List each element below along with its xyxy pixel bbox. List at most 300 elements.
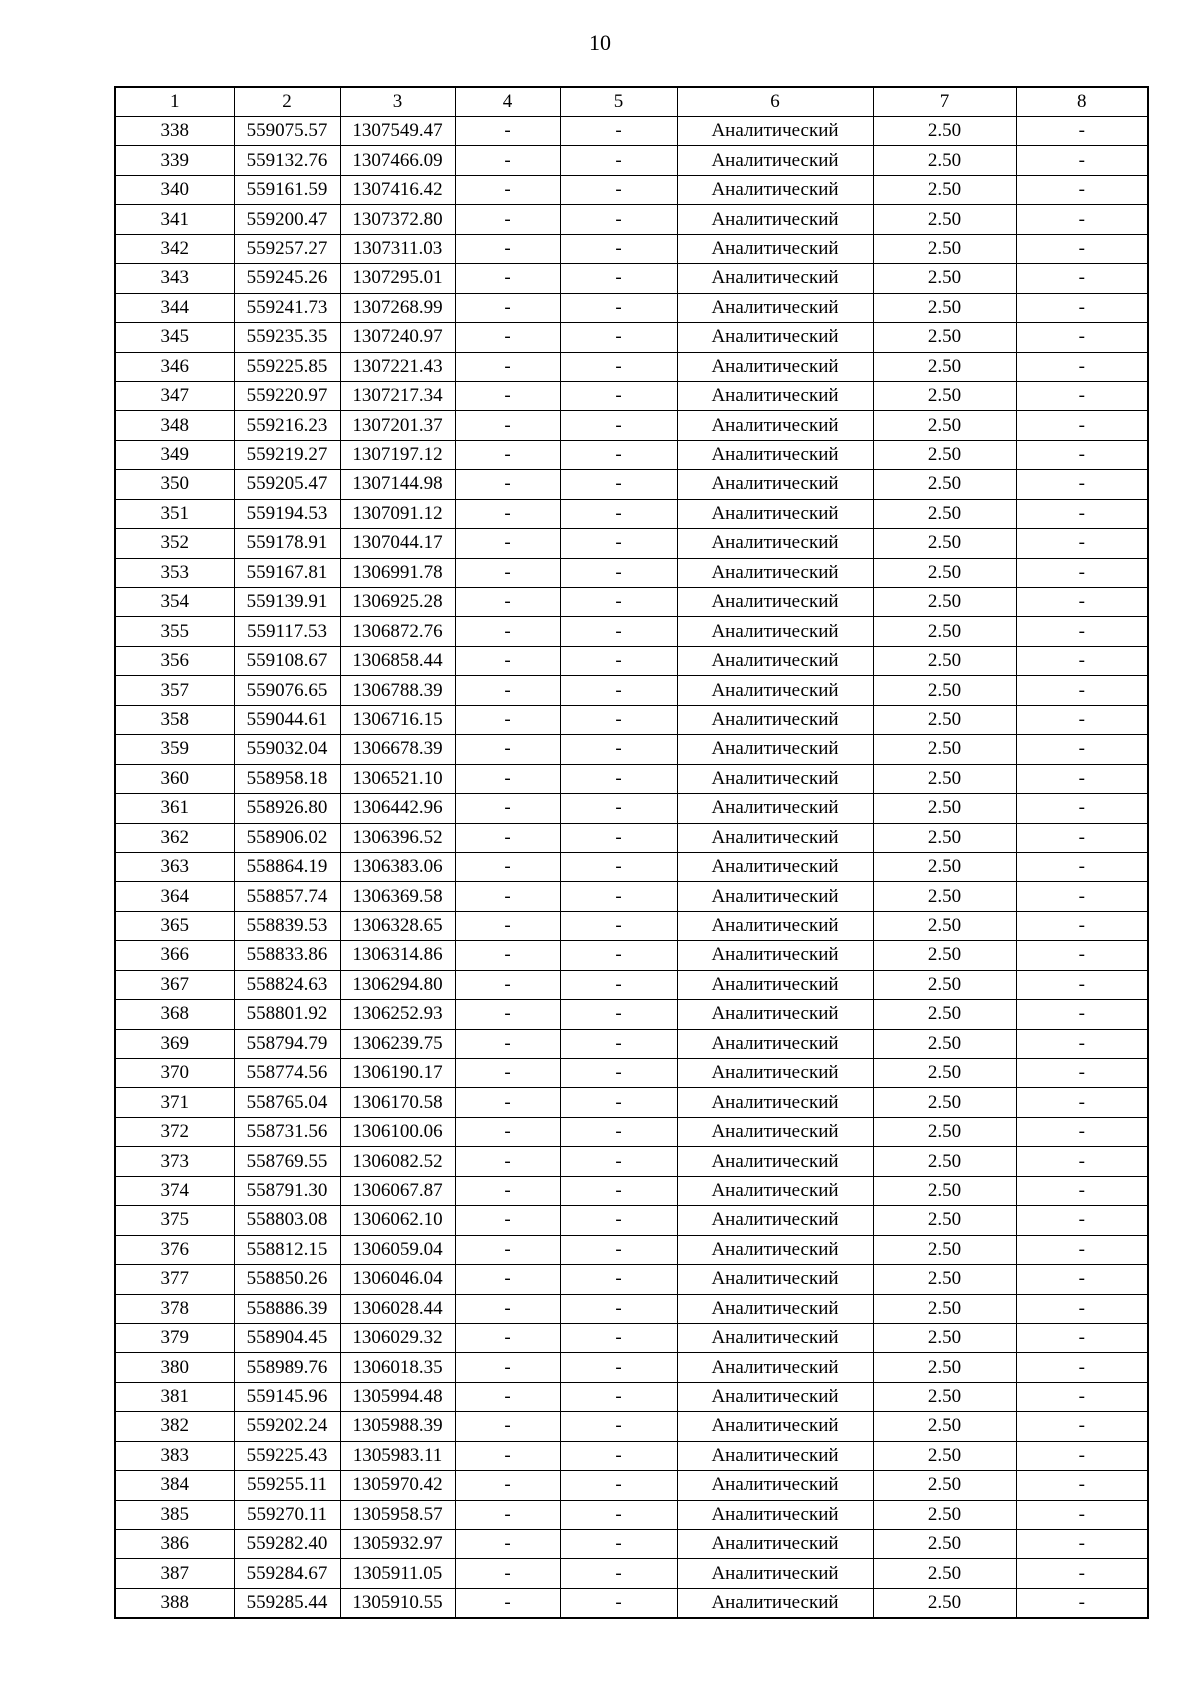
- column-5-cell: -: [560, 1559, 677, 1588]
- point-number-cell: 348: [115, 411, 234, 440]
- column-5-cell: -: [560, 735, 677, 764]
- table-row: [115, 1117, 1148, 1146]
- point-number-cell: 344: [115, 293, 234, 322]
- table-row: [115, 381, 1148, 410]
- column-header: 6: [677, 87, 873, 117]
- point-number-cell: 382: [115, 1412, 234, 1441]
- x-coordinate-cell: 558850.26: [234, 1265, 340, 1294]
- column-8-cell: -: [1016, 676, 1148, 705]
- column-4-cell: -: [455, 499, 560, 528]
- column-4-cell: -: [455, 323, 560, 352]
- column-8-cell: -: [1016, 529, 1148, 558]
- table-row: [115, 1029, 1148, 1058]
- x-coordinate-cell: 558774.56: [234, 1059, 340, 1088]
- column-4-cell: -: [455, 529, 560, 558]
- method-cell: Аналитический: [677, 323, 873, 352]
- method-cell: Аналитический: [677, 381, 873, 410]
- column-5-cell: -: [560, 411, 677, 440]
- page-number: 10: [589, 30, 611, 55]
- y-coordinate-cell: 1306925.28: [340, 588, 455, 617]
- y-coordinate-cell: 1306062.10: [340, 1206, 455, 1235]
- precision-cell: 2.50: [873, 293, 1016, 322]
- method-cell: Аналитический: [677, 411, 873, 440]
- method-cell: Аналитический: [677, 617, 873, 646]
- method-cell: Аналитический: [677, 882, 873, 911]
- precision-cell: 2.50: [873, 735, 1016, 764]
- x-coordinate-cell: 558926.80: [234, 794, 340, 823]
- table-row: [115, 1471, 1148, 1500]
- method-cell: Аналитический: [677, 941, 873, 970]
- precision-cell: 2.50: [873, 941, 1016, 970]
- method-cell: Аналитический: [677, 499, 873, 528]
- column-4-cell: -: [455, 1088, 560, 1117]
- table-row: [115, 264, 1148, 293]
- x-coordinate-cell: 558833.86: [234, 941, 340, 970]
- precision-cell: 2.50: [873, 117, 1016, 146]
- column-header: 7: [873, 87, 1016, 117]
- point-number-cell: 356: [115, 646, 234, 675]
- precision-cell: 2.50: [873, 323, 1016, 352]
- table-row: [115, 499, 1148, 528]
- x-coordinate-cell: 559257.27: [234, 234, 340, 263]
- column-4-cell: -: [455, 911, 560, 940]
- precision-cell: 2.50: [873, 1471, 1016, 1500]
- x-coordinate-cell: 558812.15: [234, 1235, 340, 1264]
- x-coordinate-cell: 558794.79: [234, 1029, 340, 1058]
- x-coordinate-cell: 559167.81: [234, 558, 340, 587]
- column-8-cell: -: [1016, 646, 1148, 675]
- method-cell: Аналитический: [677, 794, 873, 823]
- precision-cell: 2.50: [873, 1000, 1016, 1029]
- column-8-cell: -: [1016, 764, 1148, 793]
- column-8-cell: -: [1016, 293, 1148, 322]
- column-8-cell: -: [1016, 1412, 1148, 1441]
- x-coordinate-cell: 559117.53: [234, 617, 340, 646]
- column-8-cell: -: [1016, 440, 1148, 469]
- column-5-cell: -: [560, 470, 677, 499]
- point-number-cell: 340: [115, 175, 234, 204]
- precision-cell: 2.50: [873, 499, 1016, 528]
- x-coordinate-cell: 559145.96: [234, 1382, 340, 1411]
- column-5-cell: -: [560, 381, 677, 410]
- method-cell: Аналитический: [677, 705, 873, 734]
- column-5-cell: -: [560, 911, 677, 940]
- column-4-cell: -: [455, 705, 560, 734]
- table-row: [115, 1382, 1148, 1411]
- table-row: [115, 1412, 1148, 1441]
- y-coordinate-cell: 1306028.44: [340, 1294, 455, 1323]
- table-row: [115, 205, 1148, 234]
- y-coordinate-cell: 1306369.58: [340, 882, 455, 911]
- column-5-cell: -: [560, 1588, 677, 1618]
- x-coordinate-cell: 559032.04: [234, 735, 340, 764]
- column-4-cell: -: [455, 381, 560, 410]
- table-row: [115, 794, 1148, 823]
- point-number-cell: 379: [115, 1323, 234, 1352]
- column-5-cell: -: [560, 617, 677, 646]
- column-8-cell: -: [1016, 323, 1148, 352]
- table-row: [115, 676, 1148, 705]
- method-cell: Аналитический: [677, 234, 873, 263]
- x-coordinate-cell: 558769.55: [234, 1147, 340, 1176]
- precision-cell: 2.50: [873, 529, 1016, 558]
- column-4-cell: -: [455, 558, 560, 587]
- column-8-cell: -: [1016, 1206, 1148, 1235]
- table-row: [115, 1559, 1148, 1588]
- column-4-cell: -: [455, 1530, 560, 1559]
- column-8-cell: -: [1016, 911, 1148, 940]
- x-coordinate-cell: 559219.27: [234, 440, 340, 469]
- column-5-cell: -: [560, 1382, 677, 1411]
- precision-cell: 2.50: [873, 676, 1016, 705]
- method-cell: Аналитический: [677, 1559, 873, 1588]
- y-coordinate-cell: 1307295.01: [340, 264, 455, 293]
- x-coordinate-cell: 558803.08: [234, 1206, 340, 1235]
- method-cell: Аналитический: [677, 1471, 873, 1500]
- column-5-cell: -: [560, 882, 677, 911]
- precision-cell: 2.50: [873, 411, 1016, 440]
- column-8-cell: -: [1016, 205, 1148, 234]
- method-cell: Аналитический: [677, 646, 873, 675]
- x-coordinate-cell: 559044.61: [234, 705, 340, 734]
- column-8-cell: -: [1016, 794, 1148, 823]
- column-5-cell: -: [560, 794, 677, 823]
- column-4-cell: -: [455, 617, 560, 646]
- table-row: [115, 1206, 1148, 1235]
- x-coordinate-cell: 559225.43: [234, 1441, 340, 1470]
- column-8-cell: -: [1016, 1176, 1148, 1205]
- column-8-cell: -: [1016, 735, 1148, 764]
- point-number-cell: 378: [115, 1294, 234, 1323]
- header-row: [115, 87, 1148, 117]
- point-number-cell: 381: [115, 1382, 234, 1411]
- method-cell: Аналитический: [677, 1029, 873, 1058]
- column-5-cell: -: [560, 705, 677, 734]
- column-8-cell: -: [1016, 1088, 1148, 1117]
- column-8-cell: -: [1016, 1294, 1148, 1323]
- precision-cell: 2.50: [873, 1588, 1016, 1618]
- y-coordinate-cell: 1307217.34: [340, 381, 455, 410]
- precision-cell: 2.50: [873, 470, 1016, 499]
- column-4-cell: -: [455, 1323, 560, 1352]
- table-row: [115, 1059, 1148, 1088]
- column-8-cell: -: [1016, 1530, 1148, 1559]
- method-cell: Аналитический: [677, 911, 873, 940]
- column-8-cell: -: [1016, 352, 1148, 381]
- column-5-cell: -: [560, 1235, 677, 1264]
- y-coordinate-cell: 1305970.42: [340, 1471, 455, 1500]
- point-number-cell: 386: [115, 1530, 234, 1559]
- y-coordinate-cell: 1306858.44: [340, 646, 455, 675]
- point-number-cell: 342: [115, 234, 234, 263]
- column-4-cell: -: [455, 1117, 560, 1146]
- x-coordinate-cell: 559235.35: [234, 323, 340, 352]
- precision-cell: 2.50: [873, 823, 1016, 852]
- method-cell: Аналитический: [677, 264, 873, 293]
- y-coordinate-cell: 1307240.97: [340, 323, 455, 352]
- point-number-cell: 359: [115, 735, 234, 764]
- column-4-cell: -: [455, 764, 560, 793]
- column-8-cell: -: [1016, 588, 1148, 617]
- column-8-cell: -: [1016, 1117, 1148, 1146]
- column-5-cell: -: [560, 558, 677, 587]
- point-number-cell: 346: [115, 352, 234, 381]
- column-4-cell: -: [455, 440, 560, 469]
- point-number-cell: 347: [115, 381, 234, 410]
- column-4-cell: -: [455, 1029, 560, 1058]
- point-number-cell: 353: [115, 558, 234, 587]
- coordinates-table: [114, 86, 1149, 1619]
- x-coordinate-cell: 559285.44: [234, 1588, 340, 1618]
- method-cell: Аналитический: [677, 735, 873, 764]
- column-8-cell: -: [1016, 1029, 1148, 1058]
- column-8-cell: -: [1016, 1471, 1148, 1500]
- method-cell: Аналитический: [677, 852, 873, 881]
- x-coordinate-cell: 558864.19: [234, 852, 340, 881]
- column-8-cell: -: [1016, 705, 1148, 734]
- column-8-cell: -: [1016, 234, 1148, 263]
- y-coordinate-cell: 1307372.80: [340, 205, 455, 234]
- column-4-cell: -: [455, 794, 560, 823]
- y-coordinate-cell: 1306100.06: [340, 1117, 455, 1146]
- point-number-cell: 339: [115, 146, 234, 175]
- table-row: [115, 1235, 1148, 1264]
- column-5-cell: -: [560, 588, 677, 617]
- table-row: [115, 1588, 1148, 1618]
- column-8-cell: -: [1016, 1059, 1148, 1088]
- precision-cell: 2.50: [873, 646, 1016, 675]
- column-5-cell: -: [560, 676, 677, 705]
- column-4-cell: -: [455, 1588, 560, 1618]
- table-row: [115, 146, 1148, 175]
- precision-cell: 2.50: [873, 234, 1016, 263]
- table-row: [115, 234, 1148, 263]
- column-5-cell: -: [560, 646, 677, 675]
- table-row: [115, 323, 1148, 352]
- column-5-cell: -: [560, 1294, 677, 1323]
- y-coordinate-cell: 1306170.58: [340, 1088, 455, 1117]
- x-coordinate-cell: 558824.63: [234, 970, 340, 999]
- column-8-cell: -: [1016, 1588, 1148, 1618]
- method-cell: Аналитический: [677, 352, 873, 381]
- y-coordinate-cell: 1305983.11: [340, 1441, 455, 1470]
- precision-cell: 2.50: [873, 764, 1016, 793]
- x-coordinate-cell: 559220.97: [234, 381, 340, 410]
- point-number-cell: 366: [115, 941, 234, 970]
- precision-cell: 2.50: [873, 794, 1016, 823]
- point-number-cell: 364: [115, 882, 234, 911]
- column-8-cell: -: [1016, 1382, 1148, 1411]
- column-5-cell: -: [560, 293, 677, 322]
- table-row: [115, 293, 1148, 322]
- y-coordinate-cell: 1306046.04: [340, 1265, 455, 1294]
- column-8-cell: -: [1016, 1000, 1148, 1029]
- column-8-cell: -: [1016, 1500, 1148, 1529]
- column-4-cell: -: [455, 1176, 560, 1205]
- point-number-cell: 388: [115, 1588, 234, 1618]
- table-row: [115, 852, 1148, 881]
- column-5-cell: -: [560, 175, 677, 204]
- column-5-cell: -: [560, 1441, 677, 1470]
- column-4-cell: -: [455, 234, 560, 263]
- y-coordinate-cell: 1307197.12: [340, 440, 455, 469]
- y-coordinate-cell: 1306029.32: [340, 1323, 455, 1352]
- table-row: [115, 970, 1148, 999]
- point-number-cell: 362: [115, 823, 234, 852]
- y-coordinate-cell: 1306991.78: [340, 558, 455, 587]
- precision-cell: 2.50: [873, 146, 1016, 175]
- method-cell: Аналитический: [677, 205, 873, 234]
- method-cell: Аналитический: [677, 175, 873, 204]
- table-row: [115, 882, 1148, 911]
- precision-cell: 2.50: [873, 352, 1016, 381]
- y-coordinate-cell: 1307091.12: [340, 499, 455, 528]
- method-cell: Аналитический: [677, 1235, 873, 1264]
- method-cell: Аналитический: [677, 823, 873, 852]
- precision-cell: 2.50: [873, 1412, 1016, 1441]
- column-header: 8: [1016, 87, 1148, 117]
- y-coordinate-cell: 1306252.93: [340, 1000, 455, 1029]
- point-number-cell: 385: [115, 1500, 234, 1529]
- precision-cell: 2.50: [873, 264, 1016, 293]
- method-cell: Аналитический: [677, 440, 873, 469]
- column-4-cell: -: [455, 1206, 560, 1235]
- point-number-cell: 380: [115, 1353, 234, 1382]
- precision-cell: 2.50: [873, 1382, 1016, 1411]
- column-4-cell: -: [455, 352, 560, 381]
- y-coordinate-cell: 1305994.48: [340, 1382, 455, 1411]
- precision-cell: 2.50: [873, 440, 1016, 469]
- column-header: 5: [560, 87, 677, 117]
- column-8-cell: -: [1016, 146, 1148, 175]
- table-row: [115, 470, 1148, 499]
- method-cell: Аналитический: [677, 470, 873, 499]
- point-number-cell: 352: [115, 529, 234, 558]
- precision-cell: 2.50: [873, 1441, 1016, 1470]
- precision-cell: 2.50: [873, 588, 1016, 617]
- table-row: [115, 529, 1148, 558]
- column-4-cell: -: [455, 1265, 560, 1294]
- point-number-cell: 363: [115, 852, 234, 881]
- x-coordinate-cell: 559161.59: [234, 175, 340, 204]
- x-coordinate-cell: 558886.39: [234, 1294, 340, 1323]
- column-header: 3: [340, 87, 455, 117]
- column-8-cell: -: [1016, 381, 1148, 410]
- method-cell: Аналитический: [677, 1588, 873, 1618]
- y-coordinate-cell: 1306872.76: [340, 617, 455, 646]
- method-cell: Аналитический: [677, 146, 873, 175]
- column-8-cell: -: [1016, 264, 1148, 293]
- column-4-cell: -: [455, 1294, 560, 1323]
- point-number-cell: 370: [115, 1059, 234, 1088]
- method-cell: Аналитический: [677, 1323, 873, 1352]
- table-row: [115, 1530, 1148, 1559]
- column-4-cell: -: [455, 1500, 560, 1529]
- precision-cell: 2.50: [873, 852, 1016, 881]
- method-cell: Аналитический: [677, 1117, 873, 1146]
- column-5-cell: -: [560, 352, 677, 381]
- column-8-cell: -: [1016, 970, 1148, 999]
- y-coordinate-cell: 1307311.03: [340, 234, 455, 263]
- column-5-cell: -: [560, 323, 677, 352]
- column-5-cell: -: [560, 1412, 677, 1441]
- point-number-cell: 361: [115, 794, 234, 823]
- x-coordinate-cell: 559076.65: [234, 676, 340, 705]
- precision-cell: 2.50: [873, 1088, 1016, 1117]
- x-coordinate-cell: 559178.91: [234, 529, 340, 558]
- table-row: [115, 705, 1148, 734]
- x-coordinate-cell: 559139.91: [234, 588, 340, 617]
- column-5-cell: -: [560, 1029, 677, 1058]
- column-5-cell: -: [560, 1353, 677, 1382]
- x-coordinate-cell: 559205.47: [234, 470, 340, 499]
- precision-cell: 2.50: [873, 1117, 1016, 1146]
- table-row: [115, 1147, 1148, 1176]
- point-number-cell: 354: [115, 588, 234, 617]
- column-5-cell: -: [560, 440, 677, 469]
- point-number-cell: 367: [115, 970, 234, 999]
- point-number-cell: 349: [115, 440, 234, 469]
- y-coordinate-cell: 1305911.05: [340, 1559, 455, 1588]
- method-cell: Аналитический: [677, 529, 873, 558]
- column-5-cell: -: [560, 823, 677, 852]
- column-4-cell: -: [455, 1353, 560, 1382]
- column-4-cell: -: [455, 941, 560, 970]
- y-coordinate-cell: 1306239.75: [340, 1029, 455, 1058]
- column-5-cell: -: [560, 117, 677, 146]
- y-coordinate-cell: 1306067.87: [340, 1176, 455, 1205]
- column-8-cell: -: [1016, 882, 1148, 911]
- x-coordinate-cell: 558989.76: [234, 1353, 340, 1382]
- point-number-cell: 345: [115, 323, 234, 352]
- column-4-cell: -: [455, 264, 560, 293]
- column-5-cell: -: [560, 970, 677, 999]
- precision-cell: 2.50: [873, 1029, 1016, 1058]
- y-coordinate-cell: 1306788.39: [340, 676, 455, 705]
- column-4-cell: -: [455, 1147, 560, 1176]
- point-number-cell: 377: [115, 1265, 234, 1294]
- y-coordinate-cell: 1307466.09: [340, 146, 455, 175]
- table-row: [115, 1265, 1148, 1294]
- y-coordinate-cell: 1305988.39: [340, 1412, 455, 1441]
- precision-cell: 2.50: [873, 911, 1016, 940]
- y-coordinate-cell: 1305910.55: [340, 1588, 455, 1618]
- x-coordinate-cell: 559194.53: [234, 499, 340, 528]
- column-4-cell: -: [455, 676, 560, 705]
- table-row: [115, 1500, 1148, 1529]
- table-row: [115, 1176, 1148, 1205]
- y-coordinate-cell: 1307221.43: [340, 352, 455, 381]
- x-coordinate-cell: 558839.53: [234, 911, 340, 940]
- column-4-cell: -: [455, 1441, 560, 1470]
- table-row: [115, 646, 1148, 675]
- point-number-cell: 376: [115, 1235, 234, 1264]
- column-8-cell: -: [1016, 823, 1148, 852]
- precision-cell: 2.50: [873, 617, 1016, 646]
- point-number-cell: 375: [115, 1206, 234, 1235]
- precision-cell: 2.50: [873, 1147, 1016, 1176]
- method-cell: Аналитический: [677, 293, 873, 322]
- y-coordinate-cell: 1307201.37: [340, 411, 455, 440]
- table-row: [115, 1000, 1148, 1029]
- point-number-cell: 357: [115, 676, 234, 705]
- x-coordinate-cell: 558958.18: [234, 764, 340, 793]
- precision-cell: 2.50: [873, 1206, 1016, 1235]
- y-coordinate-cell: 1306442.96: [340, 794, 455, 823]
- table-row: [115, 440, 1148, 469]
- point-number-cell: 369: [115, 1029, 234, 1058]
- method-cell: Аналитический: [677, 1265, 873, 1294]
